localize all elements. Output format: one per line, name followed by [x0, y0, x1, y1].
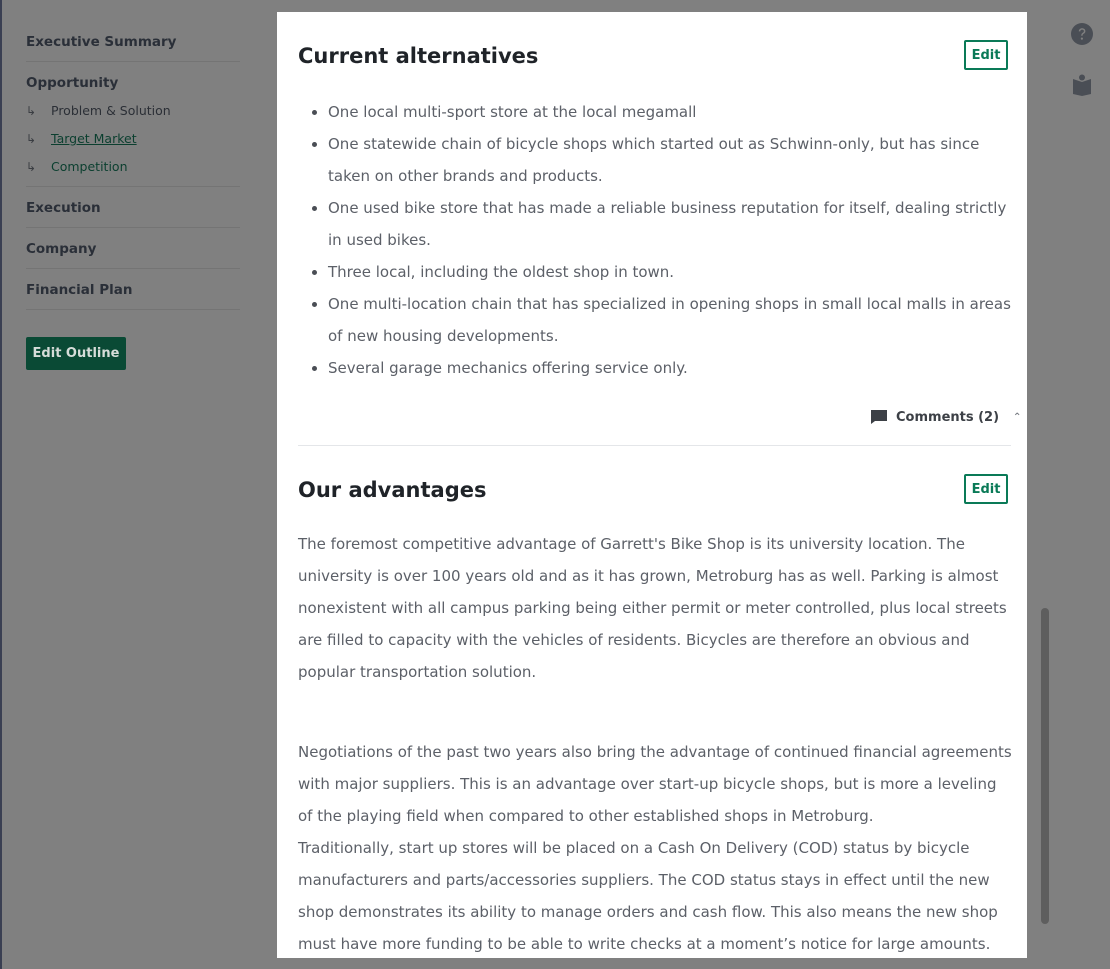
bullet-dot — [312, 110, 317, 115]
book-icon[interactable] — [1072, 74, 1092, 96]
bullet-dot — [312, 206, 317, 211]
comment-icon — [871, 410, 887, 424]
list-item — [298, 256, 1018, 288]
subitem-arrow-icon: ↳ — [26, 132, 37, 146]
list-item-text: One local multi-sport store at the local megamall — [328, 103, 697, 121]
bullet-dot — [312, 366, 317, 371]
bullet-dot — [312, 142, 317, 147]
list-item-text: One statewide chain of bicycle shops which started out as Schwinn-only, but has since taken on other brands and products. — [328, 135, 980, 185]
nav-divider — [26, 186, 240, 187]
subitem-arrow-icon: ↳ — [26, 104, 37, 118]
nav-section-executive-summary[interactable]: Executive Summary — [26, 34, 177, 50]
nav-divider — [26, 309, 240, 310]
chevron-up-icon: ⌃ — [1013, 411, 1022, 423]
list-item — [298, 96, 1018, 128]
comments-toggle[interactable] — [871, 408, 1021, 426]
list-item — [298, 288, 1018, 352]
nav-subitem-label: Problem & Solution — [51, 103, 171, 118]
nav-subitem-label: Competition — [51, 159, 128, 174]
bullet-dot — [312, 270, 317, 275]
nav-section-opportunity[interactable]: Opportunity — [26, 75, 119, 91]
subitem-arrow-icon: ↳ — [26, 160, 37, 174]
advantages-paragraph: Traditionally, start up stores will be placed on a Cash On Delivery (COD) status by bicycle manufacturers and parts/accessories suppliers. The COD status stays in effect until the new shop demonstrates its ability to manage orders and cash flow. This also means the new shop must have more funding to be able to write checks at a moment’s notice for large amounts. — [298, 839, 998, 953]
section-title-our-advantages: Our advantages — [298, 478, 487, 502]
list-item — [298, 352, 1018, 384]
list-item — [298, 192, 1018, 256]
bullet-dot — [312, 302, 317, 307]
list-item-text: Three local, including the oldest shop in town. — [328, 263, 675, 281]
list-item-text: Several garage mechanics offering service only. — [328, 359, 688, 377]
scrollbar-thumb[interactable] — [1041, 608, 1049, 924]
nav-divider — [26, 227, 240, 228]
nav-subitem-target-market[interactable] — [26, 131, 137, 146]
section-title-current-alternatives: Current alternatives — [298, 44, 539, 68]
nav-subitem-problem-solution[interactable] — [26, 103, 171, 118]
nav-divider — [26, 61, 240, 62]
help-circle-icon[interactable] — [1071, 23, 1093, 45]
list-item-text: One used bike store that has made a reliable business reputation for itself, dealing strictly in used bikes. — [328, 199, 1007, 249]
nav-subitem-competition[interactable] — [26, 159, 128, 174]
edit-advantages-button[interactable]: Edit — [964, 474, 1008, 504]
nav-section-company[interactable]: Company — [26, 241, 97, 257]
list-item — [298, 128, 1018, 192]
outline-sidebar — [2, 0, 277, 969]
section-divider — [298, 445, 1011, 446]
nav-divider — [26, 268, 240, 269]
edit-outline-button[interactable]: Edit Outline — [26, 337, 126, 370]
comments-label: Comments (2) — [896, 409, 1000, 425]
nav-section-financial-plan[interactable]: Financial Plan — [26, 282, 133, 298]
advantages-paragraph: The foremost competitive advantage of Garrett's Bike Shop is its university location. The university is over 100 years old and as it has grown, Metroburg has as well. Parking is almost nonexistent with all campus parking being either permit or meter controlled, plus local streets are filled to capacity with the vehicles of residents. Bicycles are therefore an obvious and popular transportation solution. — [298, 535, 1007, 681]
list-item-text: One multi-location chain that has specialized in opening shops in small local malls in areas of new housing developments. — [328, 295, 1011, 345]
plan-content-panel — [277, 12, 1027, 958]
nav-section-execution[interactable]: Execution — [26, 200, 101, 216]
advantages-paragraph: Negotiations of the past two years also bring the advantage of continued financial agreements with major suppliers. This is an advantage over start-up bicycle shops, but is more a leveling of the playing field when compared to other established shops in Metroburg. — [298, 743, 1012, 825]
alternatives-list — [298, 96, 1018, 384]
edit-alternatives-button[interactable]: Edit — [964, 40, 1008, 70]
nav-subitem-label: Target Market — [51, 131, 137, 146]
